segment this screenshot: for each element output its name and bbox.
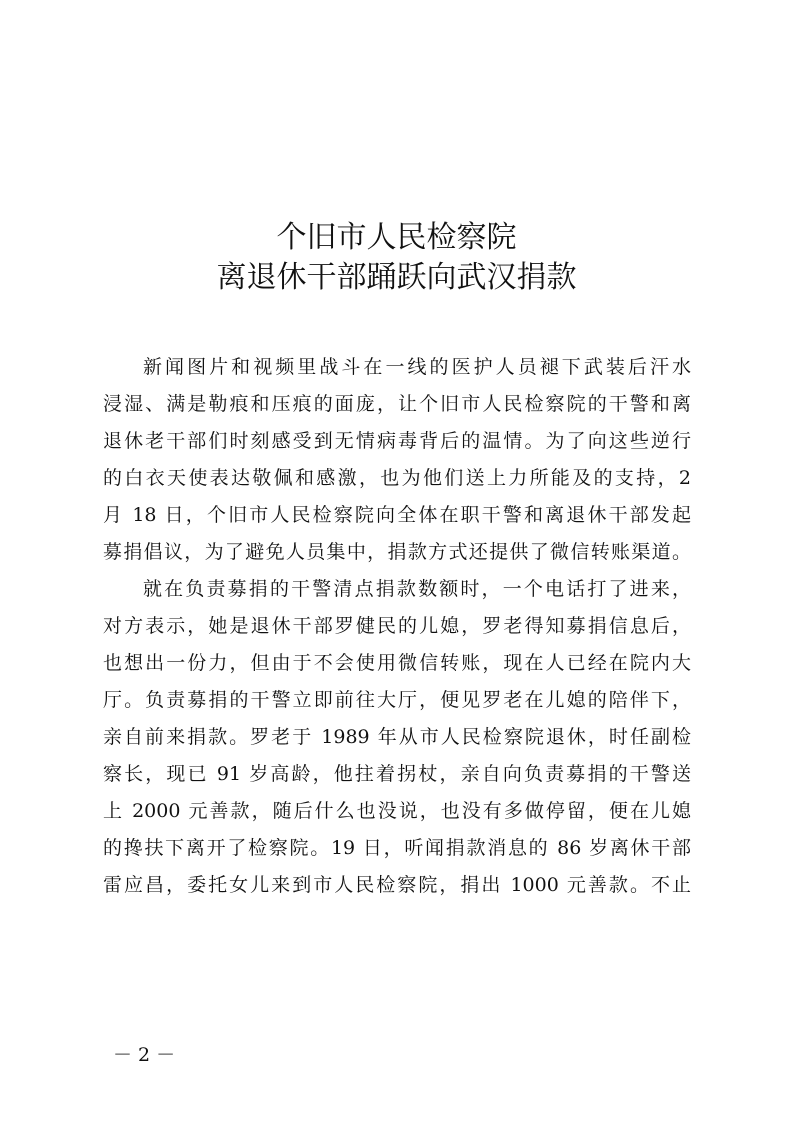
paragraph-1-line: 的白衣天使表达敬佩和感激，也为他们送上力所能及的支持，2 [103, 467, 691, 489]
paragraph-2-line: 亲自前来捐款。罗老于 1989 年从市人民检察院退休，时任副检 [103, 726, 691, 748]
paragraph-1-line: 浸湿、满是勒痕和压痕的面庞，让个旧市人民检察院的干警和离 [103, 393, 691, 415]
paragraph-2-line: 也想出一份力，但由于不会使用微信转账，现在人已经在院内大 [103, 652, 691, 674]
document-title-line-2: 离退休干部踊跃向武汉捐款 [216, 260, 577, 295]
paragraph-2-line: 就在负责募捐的干警清点捐款数额时，一个电话打了进来， [143, 578, 691, 600]
paragraph-1-line: 退休老干部们时刻感受到无情病毒背后的温情。为了向这些逆行 [103, 430, 691, 452]
document-body [103, 349, 691, 904]
paragraph-2-line: 的搀扶下离开了检察院。19 日，听闻捐款消息的 86 岁离休干部 [103, 837, 691, 859]
paragraph-1-line: 募捐倡议，为了避免人员集中，捐款方式还提供了微信转账渠道。 [103, 541, 691, 563]
paragraph-2-line: 察长，现已 91 岁高龄，他拄着拐杖，亲自向负责募捐的干警送 [103, 763, 691, 785]
paragraph-2-line: 厅。负责募捐的干警立即前往大厅，便见罗老在儿媳的陪伴下， [103, 689, 691, 711]
document-title-line-1: 个旧市人民检察院 [276, 220, 517, 255]
page-number: － 2 － [113, 1044, 176, 1066]
paragraph-2-line: 雷应昌，委托女儿来到市人民检察院，捐出 1000 元善款。不止 [103, 874, 691, 896]
paragraph-1-line: 新闻图片和视频里战斗在一线的医护人员褪下武装后汗水 [143, 356, 691, 378]
paragraph-2-line: 对方表示，她是退休干部罗健民的儿媳，罗老得知募捐信息后， [103, 615, 691, 637]
paragraph-2-line: 上 2000 元善款，随后什么也没说，也没有多做停留，便在儿媳 [103, 800, 691, 822]
paragraph-1-line: 月 18 日，个旧市人民检察院向全体在职干警和离退休干部发起 [103, 504, 691, 526]
